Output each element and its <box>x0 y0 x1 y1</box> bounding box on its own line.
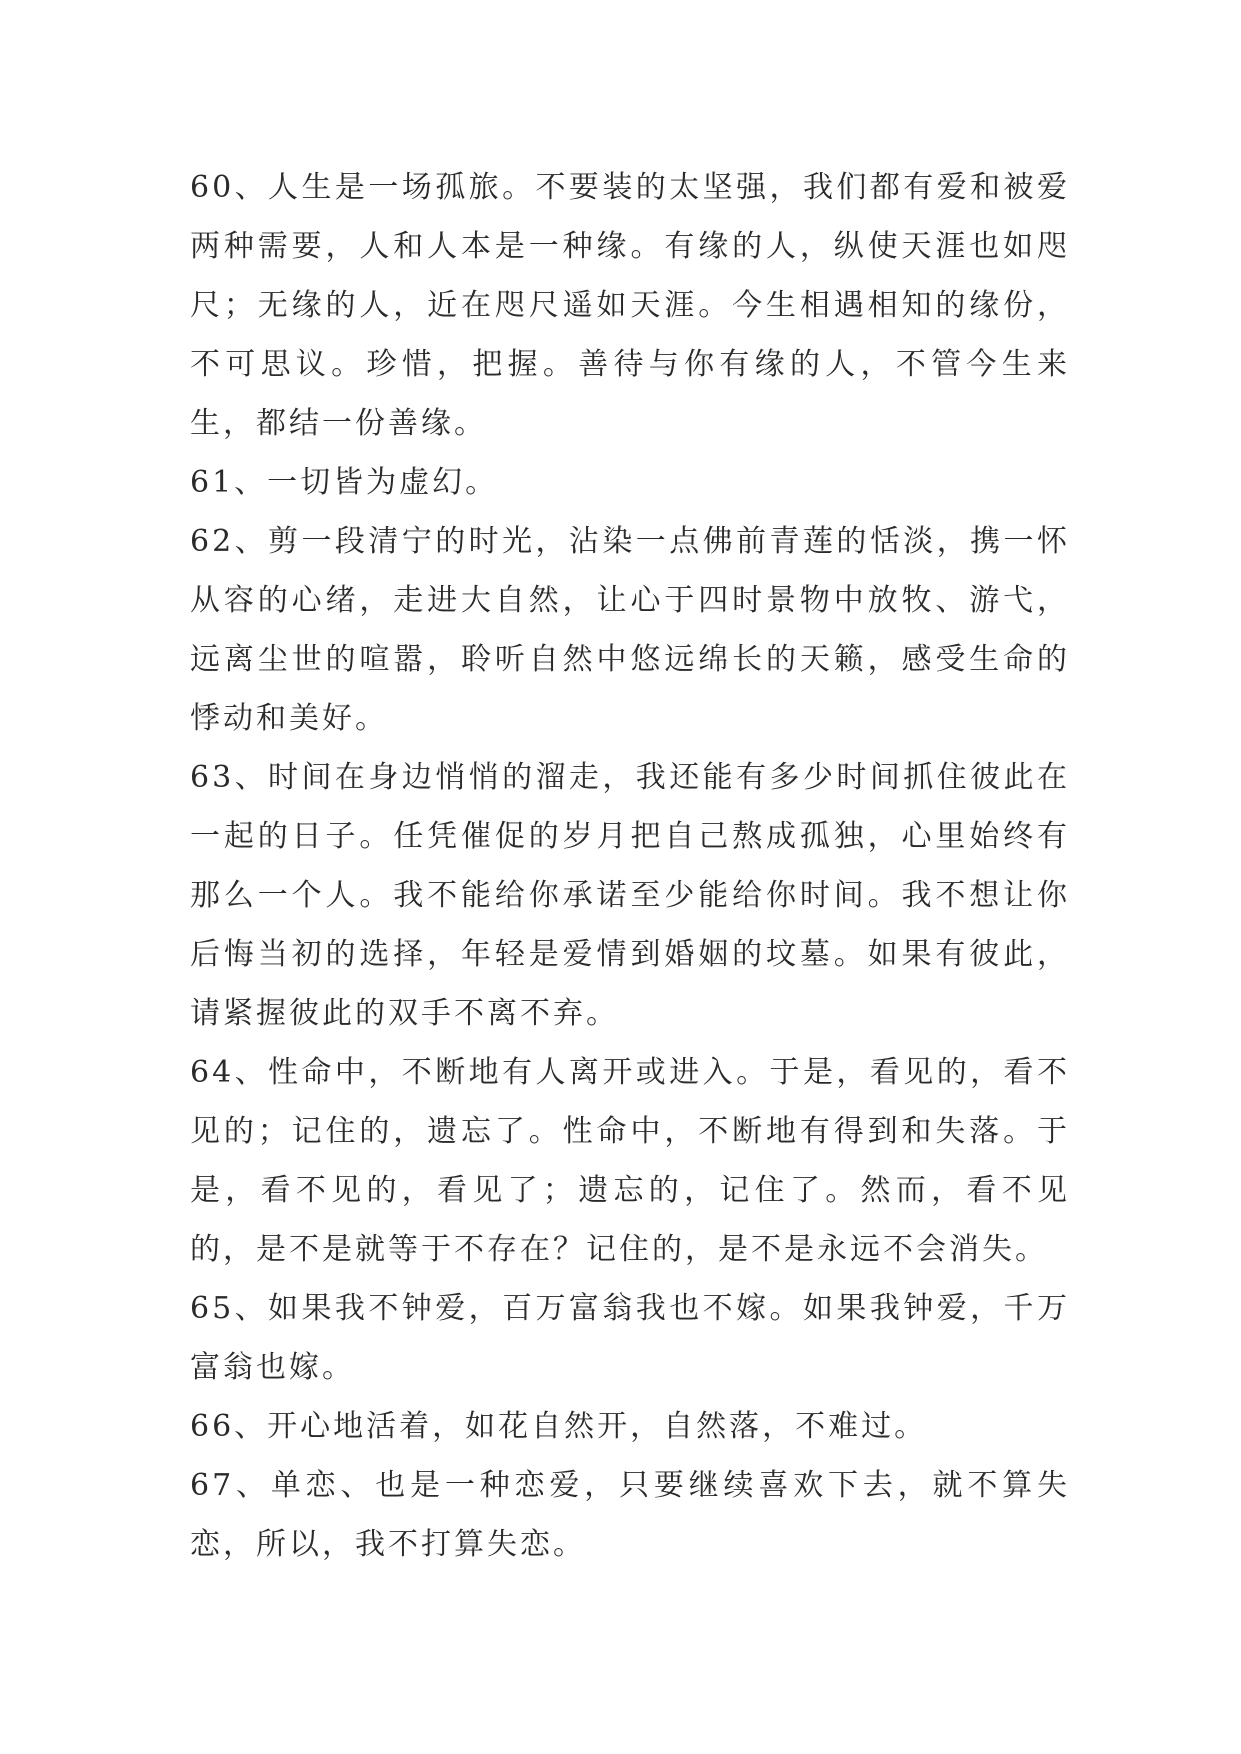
paragraph-66: 66、开心地活着，如花自然开，自然落，不难过。 <box>190 1409 928 1444</box>
paragraph-62: 62、剪一段清宁的时光，沾染一点佛前青莲的恬淡，携一怀从容的心绪，走进大自然，让心于四时景物中放牧、游弋，远离尘世的喧嚣，聆听自然中悠远绵长的天籁，感受生命的悸动和美好。 <box>190 524 1070 736</box>
paragraph-64: 64、性命中，不断地有人离开或进入。于是，看见的，看不见的；记住的，遗忘了。性命中，不断地有得到和失落。于是，看不见的，看见了；遗忘的，记住了。然而，看不见的，是不是就等于不存在？记住的，是不是永远不会消失。 <box>190 1055 1070 1267</box>
document-body <box>190 158 1070 1574</box>
paragraph-65: 65、如果我不钟爱，百万富翁我也不嫁。如果我钟爱，千万富翁也嫁。 <box>190 1291 1070 1385</box>
paragraph-63: 63、时间在身边悄悄的溜走，我还能有多少时间抓住彼此在一起的日子。任凭催促的岁月把自己熬成孤独，心里始终有那么一个人。我不能给你承诺至少能给你时间。我不想让你后悔当初的选择，年轻是爱情到婚姻的坟墓。如果有彼此，请紧握彼此的双手不离不弃。 <box>190 760 1070 1031</box>
paragraph-67: 67、单恋、也是一种恋爱，只要继续喜欢下去，就不算失恋，所以，我不打算失恋。 <box>190 1468 1070 1562</box>
paragraph-60: 60、人生是一场孤旅。不要装的太坚强，我们都有爱和被爱两种需要，人和人本是一种缘。有缘的人，纵使天涯也如咫尺；无缘的人，近在咫尺遥如天涯。今生相遇相知的缘份，不可思议。珍惜，把握。善待与你有缘的人，不管今生来生，都结一份善缘。 <box>190 170 1070 441</box>
paragraph-61: 61、一切皆为虚幻。 <box>190 465 499 500</box>
